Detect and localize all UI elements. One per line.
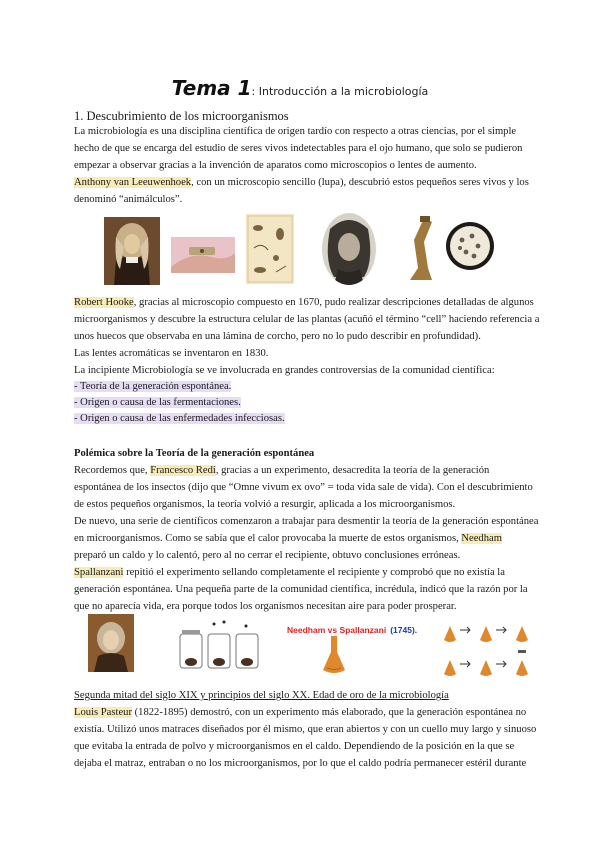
flask-experiment-image <box>434 616 538 680</box>
paragraph-line: unos huecos que observaba en una lámina de corcho, pero no lo pudo describir en profundidad). <box>74 331 481 342</box>
section1-heading: 1. Descubrimiento de los microorganismos <box>74 109 289 123</box>
redi-jars-image <box>174 616 266 672</box>
paragraph-line: La microbiología es una disciplina científica de origen tardío con respecto a otras ciencias, por el simple <box>74 126 517 137</box>
paragraph-line: Robert Hooke, gracias al microscopio compuesto en 1670, pudo realizar descripciones detalladas de algunos <box>74 297 534 308</box>
paragraph-line: en microorganismos. Como se sabía que el calor provocaba la muerte de estos organismos, Needham <box>74 533 502 544</box>
hooke-portrait-image <box>322 213 376 285</box>
paragraph-line: Anthony van Leeuwenhoek, con un microscopio sencillo (lupa), descubrió estos pequeños seres vivos y los <box>74 177 529 188</box>
paragraph-line: denominó “animálculos”. <box>74 194 183 205</box>
leeuwenhoek-portrait-image <box>104 217 160 285</box>
highlight-leeuwenhoek: Anthony van Leeuwenhoek <box>74 177 192 188</box>
paragraph-line: generación espontánea. Una pequeña parte de la comunidad científica, incrédula, indicó que la razón por la <box>74 584 528 595</box>
section2-heading: Polémica sobre la Teoría de la generación espontánea <box>74 448 315 459</box>
paragraph-line: Spallanzani repitió el experimento sellando completamente el recipiente y comprobó que no existía la <box>74 567 505 578</box>
title-suffix: : Introducción a la microbiología <box>251 85 429 98</box>
list-item: - Teoría de la generación espontánea. <box>74 381 232 392</box>
paragraph-line: que evitaba la entrada de polvo y microorganismos en el caldo. Dependiendo de la posición en la que se <box>74 741 515 752</box>
title-main: Tema 1 <box>171 76 252 100</box>
highlight-needham: Needham <box>461 533 502 544</box>
figure-caption-year: (1745). <box>390 625 418 635</box>
microscope-hand-image <box>171 237 235 273</box>
highlight-pasteur: Louis Pasteur <box>74 707 132 718</box>
paragraph-line: De nuevo, una serie de científicos comenzaron a trabajar para desmentir la teoría de la generación espontánea <box>74 516 539 527</box>
paragraph-line: Louis Pasteur (1822-1895) demostró, con un experimento más elaborado, que la generación espontánea no <box>74 707 527 718</box>
paragraph-line: existía. Utilizó unos matraces diseñados por él mismo, que eran abiertos y con un cuello muy largo y sinuoso <box>74 724 537 735</box>
paragraph-line: de estos pequeños organismos, la teoría volvió a resurgir, aplicada a los microorganismos. <box>74 499 456 510</box>
page-title <box>0 76 600 100</box>
list-item: - Origen o causa de las enfermedades infecciosas. <box>74 413 285 424</box>
paragraph-line: hecho de que se encarga del estudio de seres vivos indetectables para el ojo humano, que solo se pudieron <box>74 143 523 154</box>
paragraph-line: dejaba el matraz, entraban o no los microorganismos, por lo que el caldo podría permanecer estéril durante <box>74 758 527 769</box>
paragraph-line: Recordemos que, Francesco Redi, gracias a un experimento, desacredita la teoría de la generación <box>74 465 490 476</box>
highlight-redi: Francesco Redi <box>150 465 216 476</box>
paragraph-line: preparó un caldo y lo calentó, pero al no cerrar el recipiente, obtuvo conclusiones erróneas. <box>74 550 461 561</box>
paragraph-line: que no aparecía vida, era porque todos los organismos necesitan aire para poder prosperar. <box>74 601 457 612</box>
highlight-spallanzani: Spallanzani <box>74 567 124 578</box>
paragraph-line: La incipiente Microbiología se ve involucrada en grandes controversias de la comunidad científica: <box>74 365 495 376</box>
highlight-hooke: Robert Hooke <box>74 297 134 308</box>
spallanzani-portrait-image <box>88 614 134 672</box>
needham-spallanzani-figure <box>283 620 433 680</box>
paragraph-line: espontánea de los insectos (dijo que “Omne vivum ex ovo” = toda vida sale de vida). Con el descubrimiento <box>74 482 533 493</box>
figure-caption-names: Needham vs Spallanzani <box>287 625 387 635</box>
section3-heading: Segunda mitad del siglo XIX y principios del siglo XX. Edad de oro de la microbiología <box>74 690 449 701</box>
list-item: - Origen o causa de las fermentaciones. <box>74 397 241 408</box>
paragraph-line: microorganismos y descubre la estructura celular de las plantas (acuñó el término “cell” haciendo referencia a <box>74 314 540 325</box>
animalcules-drawing-image <box>246 214 294 284</box>
paragraph-line: empezar a observar gracias a la invención de aparatos como microscopios o lentes de aumento. <box>74 160 477 171</box>
paragraph-line: Las lentes acromáticas se inventaron en 1830. <box>74 348 269 359</box>
hooke-microscope-image <box>402 212 494 284</box>
